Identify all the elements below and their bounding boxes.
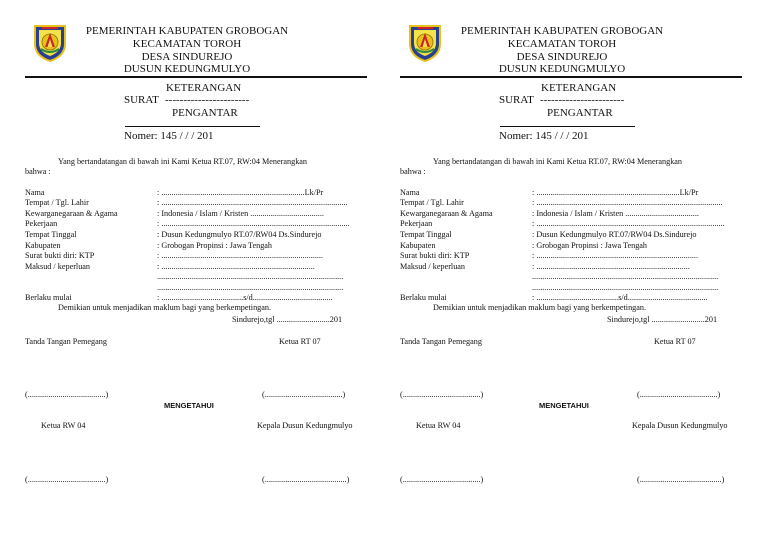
field-value: : ............................................................................................ xyxy=(532,219,725,228)
berlaku-label: Berlaku mulai xyxy=(400,293,447,302)
field-value: : ........................................................................... xyxy=(157,262,315,271)
intro-text: Yang bertandatangan di bawah ini Kami Ketua RT.07, RW:04 Menerangkan xyxy=(433,157,683,166)
field-label: Kabupaten xyxy=(25,241,61,250)
field-value: : ........................................................................................... xyxy=(532,198,723,207)
field-label: Maksud / keperluan xyxy=(25,262,91,271)
mengetahui-label: MENGETAHUI xyxy=(539,401,589,410)
field-value: : ............................................................................... xyxy=(532,251,699,260)
sign-holder-label: Tanda Tangan Pemegang xyxy=(25,337,107,346)
kepala-dusun-label: Kepala Dusun Kedungmulyo xyxy=(632,421,728,430)
extra-dots-2: ........................................................................................... xyxy=(532,283,719,292)
header-line4: DUSUN KEDUNGMULYO xyxy=(498,63,626,75)
header-line1: PEMERINTAH KABUPATEN GROBOGAN xyxy=(460,25,664,37)
field-label: Tempat / Tgl. Lahir xyxy=(400,198,464,207)
place-date: Sindurejo,tgl ..........................201 xyxy=(607,315,718,324)
field-label: Tempat Tinggal xyxy=(25,230,77,239)
extra-dots-2: ........................................................................................... xyxy=(157,283,344,292)
intro-text-2: bahwa : xyxy=(400,167,426,176)
title-pengantar: PENGANTAR xyxy=(547,107,613,119)
berlaku-value: : ........................................s/d....................................... xyxy=(157,293,333,302)
field-value: : Grobogan Propinsi : Jawa Tengah xyxy=(157,241,273,250)
signature-blank-holder: (......................................) xyxy=(400,390,484,399)
field-label: Tempat Tinggal xyxy=(400,230,452,239)
field-label: Surat bukti diri: KTP xyxy=(400,251,470,260)
signature-blank-dusun: (........................................) xyxy=(637,475,725,484)
field-value: : ............................................................................................ xyxy=(157,219,350,228)
field-value: : ............................................................................... xyxy=(157,251,324,260)
sign-rt-label: Ketua RT 07 xyxy=(654,337,696,346)
field-value: : Grobogan Propinsi : Jawa Tengah xyxy=(532,241,648,250)
field-label: Pekerjaan xyxy=(400,219,433,228)
field-label: Kewarganegaraan & Agama xyxy=(400,209,493,218)
signature-blank-dusun: (........................................) xyxy=(262,475,350,484)
title-surat: SURAT xyxy=(499,94,534,106)
intro-text-2: bahwa : xyxy=(25,167,51,176)
field-value: : Indonesia / Islam / Kristen .................................... xyxy=(157,209,324,218)
header-line2: KECAMATAN TOROH xyxy=(132,38,242,50)
header-divider xyxy=(400,76,742,78)
signature-blank-rw: (......................................) xyxy=(400,475,484,484)
field-value: : Indonesia / Islam / Kristen .................................... xyxy=(532,209,699,218)
closing-text: Demikian untuk menjadikan maklum bagi yang berkempetingan. xyxy=(58,303,272,312)
title-dashes: ----------------------- xyxy=(540,94,625,106)
surat-pengantar-form-left xyxy=(0,0,374,543)
field-value: : ......................................................................Lk/Pr xyxy=(157,188,324,197)
title-dashes: ----------------------- xyxy=(165,94,250,106)
signature-blank-rt: (......................................) xyxy=(262,390,346,399)
title-keterangan: KETERANGAN xyxy=(541,82,617,94)
document-number: Nomer: 145 / / / 201 xyxy=(124,130,214,142)
sign-rt-label: Ketua RT 07 xyxy=(279,337,321,346)
field-label: Kewarganegaraan & Agama xyxy=(25,209,118,218)
kepala-dusun-label: Kepala Dusun Kedungmulyo xyxy=(257,421,353,430)
title-keterangan: KETERANGAN xyxy=(166,82,242,94)
header-line2: KECAMATAN TOROH xyxy=(507,38,617,50)
header-line3: DESA SINDUREJO xyxy=(141,51,233,63)
surat-pengantar-form-right xyxy=(375,0,749,543)
field-value: : Dusun Kedungmulyo RT.07/RW04 Ds.Sindurejo xyxy=(532,230,697,239)
ketua-rw-label: Ketua RW 04 xyxy=(416,421,461,430)
title-underline xyxy=(500,126,635,127)
title-pengantar: PENGANTAR xyxy=(172,107,238,119)
ketua-rw-label: Ketua RW 04 xyxy=(41,421,86,430)
field-label: Kabupaten xyxy=(400,241,436,250)
header-line1: PEMERINTAH KABUPATEN GROBOGAN xyxy=(85,25,289,37)
field-label: Tempat / Tgl. Lahir xyxy=(25,198,89,207)
berlaku-value: : ........................................s/d....................................... xyxy=(532,293,708,302)
signature-blank-rt: (......................................) xyxy=(637,390,721,399)
field-label: Nama xyxy=(400,188,420,197)
extra-dots-1: ........................................................................................... xyxy=(532,272,719,281)
signature-blank-rw: (......................................) xyxy=(25,475,109,484)
mengetahui-label: MENGETAHUI xyxy=(164,401,214,410)
field-label: Surat bukti diri: KTP xyxy=(25,251,95,260)
field-label: Pekerjaan xyxy=(25,219,58,228)
header-divider xyxy=(25,76,367,78)
extra-dots-1: ........................................................................................... xyxy=(157,272,344,281)
header-line4: DUSUN KEDUNGMULYO xyxy=(123,63,251,75)
berlaku-label: Berlaku mulai xyxy=(25,293,72,302)
field-label: Maksud / keperluan xyxy=(400,262,466,271)
field-label: Nama xyxy=(25,188,45,197)
document-number: Nomer: 145 / / / 201 xyxy=(499,130,589,142)
title-surat: SURAT xyxy=(124,94,159,106)
intro-text: Yang bertandatangan di bawah ini Kami Ketua RT.07, RW:04 Menerangkan xyxy=(58,157,308,166)
header-line3: DESA SINDUREJO xyxy=(516,51,608,63)
field-value: : ........................................................................... xyxy=(532,262,690,271)
field-value: : Dusun Kedungmulyo RT.07/RW04 Ds.Sindurejo xyxy=(157,230,322,239)
field-value: : ........................................................................................... xyxy=(157,198,348,207)
title-underline xyxy=(125,126,260,127)
field-value: : ......................................................................Lk/Pr xyxy=(532,188,699,197)
closing-text: Demikian untuk menjadikan maklum bagi yang berkempetingan. xyxy=(433,303,647,312)
sign-holder-label: Tanda Tangan Pemegang xyxy=(400,337,482,346)
signature-blank-holder: (......................................) xyxy=(25,390,109,399)
place-date: Sindurejo,tgl ..........................201 xyxy=(232,315,343,324)
